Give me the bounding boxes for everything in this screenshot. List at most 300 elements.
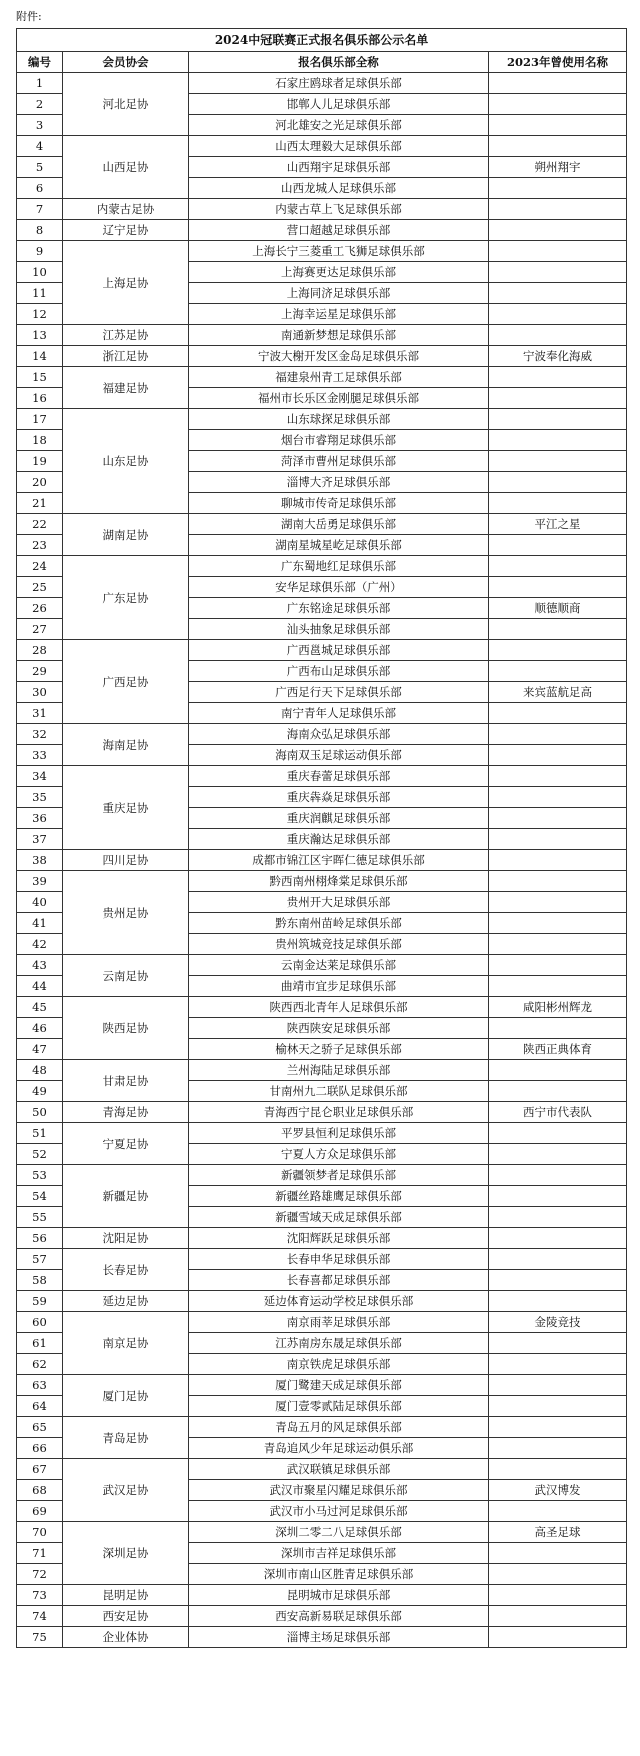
club-number: 18 — [17, 430, 63, 451]
former-name — [489, 241, 627, 262]
club-number: 1 — [17, 73, 63, 94]
table-row — [17, 1627, 627, 1648]
club-number: 29 — [17, 661, 63, 682]
former-name — [489, 1018, 627, 1039]
club-number: 34 — [17, 766, 63, 787]
club-number: 8 — [17, 220, 63, 241]
club-full-name: 广东蜀地红足球俱乐部 — [189, 556, 489, 577]
club-number: 15 — [17, 367, 63, 388]
club-full-name: 山东球探足球俱乐部 — [189, 409, 489, 430]
former-name — [489, 94, 627, 115]
club-number: 58 — [17, 1270, 63, 1291]
table-row — [17, 514, 627, 535]
table-row — [17, 346, 627, 367]
table-row — [17, 1606, 627, 1627]
club-full-name: 新疆领梦者足球俱乐部 — [189, 1165, 489, 1186]
former-name: 西宁市代表队 — [489, 1102, 627, 1123]
member-association: 深圳足协 — [63, 1522, 189, 1585]
club-number: 36 — [17, 808, 63, 829]
former-name — [489, 934, 627, 955]
club-full-name: 厦门鹭建天成足球俱乐部 — [189, 1375, 489, 1396]
former-name — [489, 1627, 627, 1648]
club-full-name: 聊城市传奇足球俱乐部 — [189, 493, 489, 514]
club-number: 5 — [17, 157, 63, 178]
former-name — [489, 850, 627, 871]
former-name — [489, 1081, 627, 1102]
table-row — [17, 1417, 627, 1438]
table-row — [17, 1312, 627, 1333]
club-full-name: 昆明城市足球俱乐部 — [189, 1585, 489, 1606]
club-full-name: 重庆润麒足球俱乐部 — [189, 808, 489, 829]
former-name: 来宾蓝航足高 — [489, 682, 627, 703]
club-full-name: 新疆丝路雄鹰足球俱乐部 — [189, 1186, 489, 1207]
club-number: 63 — [17, 1375, 63, 1396]
member-association: 贵州足协 — [63, 871, 189, 955]
former-name — [489, 913, 627, 934]
member-association: 宁夏足协 — [63, 1123, 189, 1165]
club-full-name: 青岛追风少年足球运动俱乐部 — [189, 1438, 489, 1459]
table-row — [17, 325, 627, 346]
former-name — [489, 136, 627, 157]
club-number: 27 — [17, 619, 63, 640]
club-number: 46 — [17, 1018, 63, 1039]
club-number: 72 — [17, 1564, 63, 1585]
table-row — [17, 220, 627, 241]
club-number: 42 — [17, 934, 63, 955]
club-full-name: 山西龙城人足球俱乐部 — [189, 178, 489, 199]
club-number: 7 — [17, 199, 63, 220]
club-full-name: 淄博主场足球俱乐部 — [189, 1627, 489, 1648]
club-number: 2 — [17, 94, 63, 115]
table-row — [17, 1102, 627, 1123]
club-number: 41 — [17, 913, 63, 934]
club-full-name: 烟台市睿翔足球俱乐部 — [189, 430, 489, 451]
club-full-name: 上海长宁三菱重工飞狮足球俱乐部 — [189, 241, 489, 262]
former-name — [489, 1396, 627, 1417]
club-number: 31 — [17, 703, 63, 724]
former-name: 宁波奉化海威 — [489, 346, 627, 367]
club-number: 20 — [17, 472, 63, 493]
former-name — [489, 535, 627, 556]
table-row — [17, 409, 627, 430]
club-number: 57 — [17, 1249, 63, 1270]
club-full-name: 营口超越足球俱乐部 — [189, 220, 489, 241]
table-row — [17, 367, 627, 388]
club-full-name: 成都市锦江区宇晖仁德足球俱乐部 — [189, 850, 489, 871]
table-row — [17, 1375, 627, 1396]
table-row — [17, 1249, 627, 1270]
table-row — [17, 1228, 627, 1249]
club-full-name: 重庆瀚达足球俱乐部 — [189, 829, 489, 850]
former-name — [489, 1060, 627, 1081]
club-number: 64 — [17, 1396, 63, 1417]
club-full-name: 黔东南州苗岭足球俱乐部 — [189, 913, 489, 934]
club-full-name: 宁波大榭开发区金岛足球俱乐部 — [189, 346, 489, 367]
club-full-name: 青岛五月的风足球俱乐部 — [189, 1417, 489, 1438]
former-name — [489, 1585, 627, 1606]
club-full-name: 深圳市南山区胜青足球俱乐部 — [189, 1564, 489, 1585]
member-association: 西安足协 — [63, 1606, 189, 1627]
club-full-name: 福州市长乐区金刚腿足球俱乐部 — [189, 388, 489, 409]
club-number: 66 — [17, 1438, 63, 1459]
former-name — [489, 724, 627, 745]
table-row — [17, 556, 627, 577]
club-number: 74 — [17, 1606, 63, 1627]
member-association: 河北足协 — [63, 73, 189, 136]
header-former-name: 2023年曾使用名称 — [489, 52, 627, 73]
title-row — [17, 29, 627, 52]
club-full-name: 长春喜都足球俱乐部 — [189, 1270, 489, 1291]
member-association: 重庆足协 — [63, 766, 189, 850]
club-number: 35 — [17, 787, 63, 808]
former-name — [489, 661, 627, 682]
member-association: 广西足协 — [63, 640, 189, 724]
club-number: 9 — [17, 241, 63, 262]
club-number: 51 — [17, 1123, 63, 1144]
club-number: 52 — [17, 1144, 63, 1165]
former-name — [489, 1144, 627, 1165]
former-name — [489, 808, 627, 829]
attachment-label: 附件: — [16, 10, 42, 23]
club-full-name: 宁夏人方众足球俱乐部 — [189, 1144, 489, 1165]
club-full-name: 青海西宁昆仑职业足球俱乐部 — [189, 1102, 489, 1123]
member-association: 武汉足协 — [63, 1459, 189, 1522]
club-full-name: 邯郸人儿足球俱乐部 — [189, 94, 489, 115]
table-row — [17, 850, 627, 871]
club-number: 21 — [17, 493, 63, 514]
table-row — [17, 1522, 627, 1543]
club-full-name: 上海赛更达足球俱乐部 — [189, 262, 489, 283]
club-full-name: 平罗县恒利足球俱乐部 — [189, 1123, 489, 1144]
club-number: 62 — [17, 1354, 63, 1375]
club-full-name: 湖南星城星屹足球俱乐部 — [189, 535, 489, 556]
club-number: 24 — [17, 556, 63, 577]
member-association: 内蒙古足协 — [63, 199, 189, 220]
member-association: 昆明足协 — [63, 1585, 189, 1606]
former-name — [489, 640, 627, 661]
former-name — [489, 73, 627, 94]
club-number: 47 — [17, 1039, 63, 1060]
club-full-name: 河北雄安之光足球俱乐部 — [189, 115, 489, 136]
club-full-name: 广东铭途足球俱乐部 — [189, 598, 489, 619]
member-association: 新疆足协 — [63, 1165, 189, 1228]
club-full-name: 海南双玉足球运动俱乐部 — [189, 745, 489, 766]
member-association: 上海足协 — [63, 241, 189, 325]
club-full-name: 上海同济足球俱乐部 — [189, 283, 489, 304]
club-number: 48 — [17, 1060, 63, 1081]
former-name — [489, 1606, 627, 1627]
club-number: 50 — [17, 1102, 63, 1123]
club-full-name: 延边体育运动学校足球俱乐部 — [189, 1291, 489, 1312]
club-full-name: 武汉市小马过河足球俱乐部 — [189, 1501, 489, 1522]
club-number: 3 — [17, 115, 63, 136]
club-full-name: 南通新梦想足球俱乐部 — [189, 325, 489, 346]
member-association: 陕西足协 — [63, 997, 189, 1060]
former-name — [489, 430, 627, 451]
club-full-name: 深圳市吉祥足球俱乐部 — [189, 1543, 489, 1564]
former-name: 平江之星 — [489, 514, 627, 535]
table-row — [17, 241, 627, 262]
club-number: 13 — [17, 325, 63, 346]
club-number: 12 — [17, 304, 63, 325]
former-name — [489, 493, 627, 514]
club-full-name: 黔西南州栩烽棠足球俱乐部 — [189, 871, 489, 892]
club-number: 19 — [17, 451, 63, 472]
former-name — [489, 1564, 627, 1585]
former-name — [489, 262, 627, 283]
former-name — [489, 325, 627, 346]
club-number: 75 — [17, 1627, 63, 1648]
club-number: 45 — [17, 997, 63, 1018]
club-number: 43 — [17, 955, 63, 976]
club-full-name: 陕西西北青年人足球俱乐部 — [189, 997, 489, 1018]
member-association: 山东足协 — [63, 409, 189, 514]
club-full-name: 菏泽市曹州足球俱乐部 — [189, 451, 489, 472]
club-number: 71 — [17, 1543, 63, 1564]
club-full-name: 南京铁虎足球俱乐部 — [189, 1354, 489, 1375]
former-name — [489, 556, 627, 577]
club-full-name: 南宁青年人足球俱乐部 — [189, 703, 489, 724]
former-name — [489, 745, 627, 766]
member-association: 企业体协 — [63, 1627, 189, 1648]
club-full-name: 厦门壹零贰陆足球俱乐部 — [189, 1396, 489, 1417]
club-full-name: 安华足球俱乐部（广州） — [189, 577, 489, 598]
club-full-name: 湖南大岳勇足球俱乐部 — [189, 514, 489, 535]
member-association: 辽宁足协 — [63, 220, 189, 241]
club-full-name: 榆林天之骄子足球俱乐部 — [189, 1039, 489, 1060]
club-full-name: 深圳二零二八足球俱乐部 — [189, 1522, 489, 1543]
club-full-name: 重庆春蕾足球俱乐部 — [189, 766, 489, 787]
former-name — [489, 1165, 627, 1186]
former-name — [489, 1333, 627, 1354]
club-number: 65 — [17, 1417, 63, 1438]
club-full-name: 武汉联镇足球俱乐部 — [189, 1459, 489, 1480]
former-name — [489, 577, 627, 598]
former-name — [489, 388, 627, 409]
club-number: 38 — [17, 850, 63, 871]
club-number: 26 — [17, 598, 63, 619]
club-number: 33 — [17, 745, 63, 766]
club-full-name: 兰州海陆足球俱乐部 — [189, 1060, 489, 1081]
club-number: 44 — [17, 976, 63, 997]
table-row — [17, 1165, 627, 1186]
table-row — [17, 955, 627, 976]
former-name — [489, 283, 627, 304]
club-full-name: 海南众弘足球俱乐部 — [189, 724, 489, 745]
table-row — [17, 1060, 627, 1081]
former-name: 武汉博发 — [489, 1480, 627, 1501]
former-name — [489, 1291, 627, 1312]
former-name — [489, 1249, 627, 1270]
club-full-name: 云南金达莱足球俱乐部 — [189, 955, 489, 976]
club-number: 6 — [17, 178, 63, 199]
table-row — [17, 1459, 627, 1480]
header-row — [17, 52, 627, 73]
club-number: 23 — [17, 535, 63, 556]
club-full-name: 曲靖市宜步足球俱乐部 — [189, 976, 489, 997]
club-full-name: 西安高新易联足球俱乐部 — [189, 1606, 489, 1627]
table-row — [17, 1291, 627, 1312]
club-number: 54 — [17, 1186, 63, 1207]
club-full-name: 陕西陕安足球俱乐部 — [189, 1018, 489, 1039]
former-name — [489, 1375, 627, 1396]
member-association: 山西足协 — [63, 136, 189, 199]
member-association: 南京足协 — [63, 1312, 189, 1375]
club-full-name: 长春申华足球俱乐部 — [189, 1249, 489, 1270]
member-association: 青海足协 — [63, 1102, 189, 1123]
club-number: 59 — [17, 1291, 63, 1312]
former-name: 咸阳彬州辉龙 — [489, 997, 627, 1018]
member-association: 长春足协 — [63, 1249, 189, 1291]
former-name — [489, 472, 627, 493]
former-name — [489, 1186, 627, 1207]
table-row — [17, 871, 627, 892]
table-row — [17, 136, 627, 157]
club-full-name: 山西太理毅大足球俱乐部 — [189, 136, 489, 157]
club-full-name: 山西翔宇足球俱乐部 — [189, 157, 489, 178]
member-association: 海南足协 — [63, 724, 189, 766]
former-name — [489, 1543, 627, 1564]
member-association: 江苏足协 — [63, 325, 189, 346]
member-association: 福建足协 — [63, 367, 189, 409]
member-association: 广东足协 — [63, 556, 189, 640]
former-name — [489, 955, 627, 976]
former-name — [489, 766, 627, 787]
club-number: 4 — [17, 136, 63, 157]
table-row — [17, 997, 627, 1018]
member-association: 青岛足协 — [63, 1417, 189, 1459]
former-name — [489, 220, 627, 241]
club-full-name: 汕头抽象足球俱乐部 — [189, 619, 489, 640]
club-number: 37 — [17, 829, 63, 850]
header-no: 编号 — [17, 52, 63, 73]
club-number: 56 — [17, 1228, 63, 1249]
club-number: 30 — [17, 682, 63, 703]
club-full-name: 石家庄鸥球者足球俱乐部 — [189, 73, 489, 94]
club-full-name: 江苏南房东晟足球俱乐部 — [189, 1333, 489, 1354]
former-name — [489, 409, 627, 430]
member-association: 湖南足协 — [63, 514, 189, 556]
club-number: 49 — [17, 1081, 63, 1102]
table-row — [17, 1123, 627, 1144]
former-name: 顺德顺商 — [489, 598, 627, 619]
former-name — [489, 1459, 627, 1480]
club-full-name: 新疆雪域天成足球俱乐部 — [189, 1207, 489, 1228]
club-full-name: 广西布山足球俱乐部 — [189, 661, 489, 682]
former-name — [489, 178, 627, 199]
former-name — [489, 1501, 627, 1522]
club-full-name: 贵州开大足球俱乐部 — [189, 892, 489, 913]
club-number: 60 — [17, 1312, 63, 1333]
club-roster-table — [16, 28, 627, 1648]
member-association: 甘肃足协 — [63, 1060, 189, 1102]
club-number: 16 — [17, 388, 63, 409]
club-number: 69 — [17, 1501, 63, 1522]
former-name — [489, 892, 627, 913]
member-association: 四川足协 — [63, 850, 189, 871]
club-number: 25 — [17, 577, 63, 598]
former-name — [489, 1228, 627, 1249]
member-association: 延边足协 — [63, 1291, 189, 1312]
former-name — [489, 199, 627, 220]
club-full-name: 广西足行天下足球俱乐部 — [189, 682, 489, 703]
club-number: 22 — [17, 514, 63, 535]
former-name — [489, 304, 627, 325]
club-full-name: 贵州筑城竞技足球俱乐部 — [189, 934, 489, 955]
club-number: 39 — [17, 871, 63, 892]
former-name — [489, 703, 627, 724]
former-name — [489, 787, 627, 808]
club-number: 70 — [17, 1522, 63, 1543]
former-name — [489, 1270, 627, 1291]
club-full-name: 甘南州九二联队足球俱乐部 — [189, 1081, 489, 1102]
club-full-name: 武汉市聚星闪耀足球俱乐部 — [189, 1480, 489, 1501]
club-number: 32 — [17, 724, 63, 745]
club-number: 10 — [17, 262, 63, 283]
header-club-name: 报名俱乐部全称 — [189, 52, 489, 73]
former-name — [489, 871, 627, 892]
header-association: 会员协会 — [63, 52, 189, 73]
club-full-name: 南京雨莘足球俱乐部 — [189, 1312, 489, 1333]
club-number: 67 — [17, 1459, 63, 1480]
table-row — [17, 73, 627, 94]
former-name — [489, 1438, 627, 1459]
former-name — [489, 1207, 627, 1228]
table-title: 2024中冠联赛正式报名俱乐部公示名单 — [17, 29, 627, 52]
table-row — [17, 640, 627, 661]
club-full-name: 沈阳辉跃足球俱乐部 — [189, 1228, 489, 1249]
member-association: 沈阳足协 — [63, 1228, 189, 1249]
club-full-name: 淄博大齐足球俱乐部 — [189, 472, 489, 493]
club-number: 40 — [17, 892, 63, 913]
former-name — [489, 829, 627, 850]
former-name — [489, 1417, 627, 1438]
former-name: 金陵竞技 — [489, 1312, 627, 1333]
roster-body — [17, 29, 627, 1648]
club-number: 61 — [17, 1333, 63, 1354]
former-name — [489, 451, 627, 472]
table-row — [17, 1585, 627, 1606]
club-full-name: 福建泉州青工足球俱乐部 — [189, 367, 489, 388]
former-name — [489, 619, 627, 640]
former-name — [489, 1354, 627, 1375]
club-number: 14 — [17, 346, 63, 367]
club-full-name: 广西邕城足球俱乐部 — [189, 640, 489, 661]
club-number: 68 — [17, 1480, 63, 1501]
former-name: 高圣足球 — [489, 1522, 627, 1543]
table-row — [17, 199, 627, 220]
former-name — [489, 976, 627, 997]
club-number: 17 — [17, 409, 63, 430]
club-number: 11 — [17, 283, 63, 304]
club-full-name: 重庆犇焱足球俱乐部 — [189, 787, 489, 808]
club-number: 28 — [17, 640, 63, 661]
former-name: 朔州翔宇 — [489, 157, 627, 178]
former-name: 陕西正典体育 — [489, 1039, 627, 1060]
table-row — [17, 766, 627, 787]
member-association: 云南足协 — [63, 955, 189, 997]
club-full-name: 上海幸运星足球俱乐部 — [189, 304, 489, 325]
club-full-name: 内蒙古草上飞足球俱乐部 — [189, 199, 489, 220]
club-number: 53 — [17, 1165, 63, 1186]
former-name — [489, 1123, 627, 1144]
table-row — [17, 724, 627, 745]
member-association: 浙江足协 — [63, 346, 189, 367]
former-name — [489, 367, 627, 388]
club-number: 55 — [17, 1207, 63, 1228]
member-association: 厦门足协 — [63, 1375, 189, 1417]
club-number: 73 — [17, 1585, 63, 1606]
